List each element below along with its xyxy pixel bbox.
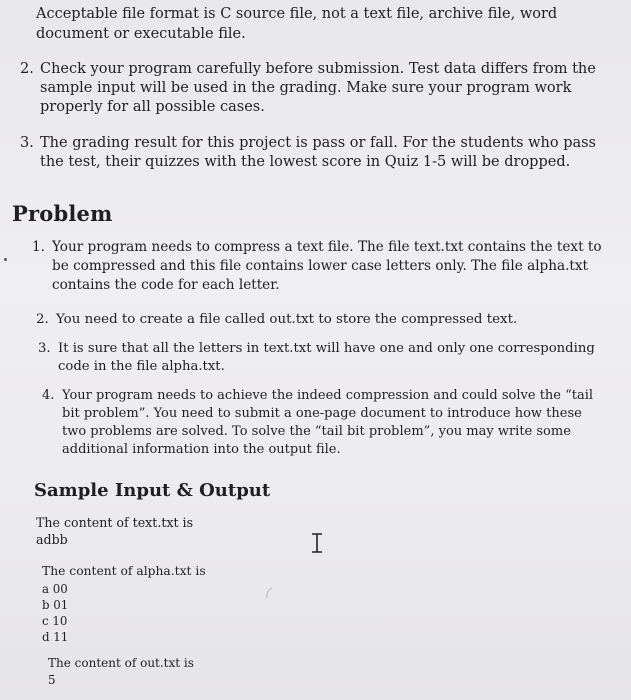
pen-mark-icon xyxy=(263,586,275,600)
problem-item-number: 3. xyxy=(38,341,51,356)
problem-item xyxy=(36,310,606,329)
alpha-code-line: d 11 xyxy=(42,630,69,644)
problem-item xyxy=(42,387,600,459)
stray-dot xyxy=(4,258,7,261)
alpha-file-label: The content of alpha.txt is xyxy=(42,564,206,578)
problem-item-number: 2. xyxy=(36,312,49,327)
intro-paragraph: Acceptable file format is C source file, not a text file, archive file, word document or executable file. xyxy=(36,6,558,42)
text-file-value: adbb xyxy=(36,532,68,547)
note-item xyxy=(20,134,616,172)
problem-item-text: It is sure that all the letters in text.txt will have one and only one corresponding code in the file alpha.txt. xyxy=(58,341,595,374)
note-number: 2. xyxy=(20,61,34,77)
alpha-code-line: b 01 xyxy=(42,598,69,612)
note-item xyxy=(20,60,618,117)
text-cursor-icon xyxy=(307,532,327,554)
note-text: The grading result for this project is pass or fall. For the students who pass the test, their quizzes with the lowest score in Quiz 1-5 will be dropped. xyxy=(40,135,596,170)
note-number: 3. xyxy=(20,135,34,151)
problem-heading: Problem xyxy=(12,201,113,226)
problem-item-text: Your program needs to compress a text file. The file text.txt contains the text to be compressed and this file contains lower case letters only. The file alpha.txt contains the code for each letter. xyxy=(52,239,602,293)
out-file-value: 5 xyxy=(48,673,56,687)
sample-heading: Sample Input & Output xyxy=(34,480,271,501)
problem-item-text: Your program needs to achieve the indeed compression and could solve the “tail bit problem”. You need to submit a one-page document to introduce how these two problems are solved. To solve the “tail bit problem”, you may write some additional information into the output file. xyxy=(62,388,594,457)
alpha-code-line: a 00 xyxy=(42,582,68,596)
problem-item-number: 4. xyxy=(42,388,55,403)
problem-item xyxy=(32,238,610,295)
problem-item xyxy=(38,340,604,376)
text-file-label: The content of text.txt is xyxy=(36,515,194,530)
problem-item-number: 1. xyxy=(32,239,45,255)
note-text: Check your program carefully before submission. Test data differs from the sample input will be used in the grading. Make sure your program work properly for all possible cases. xyxy=(40,61,596,115)
problem-item-text: You need to create a file called out.txt to store the compressed text. xyxy=(56,312,518,327)
out-file-label: The content of out.txt is xyxy=(48,656,194,670)
alpha-code-line: c 10 xyxy=(42,614,68,628)
alpha-code-list xyxy=(42,581,68,645)
